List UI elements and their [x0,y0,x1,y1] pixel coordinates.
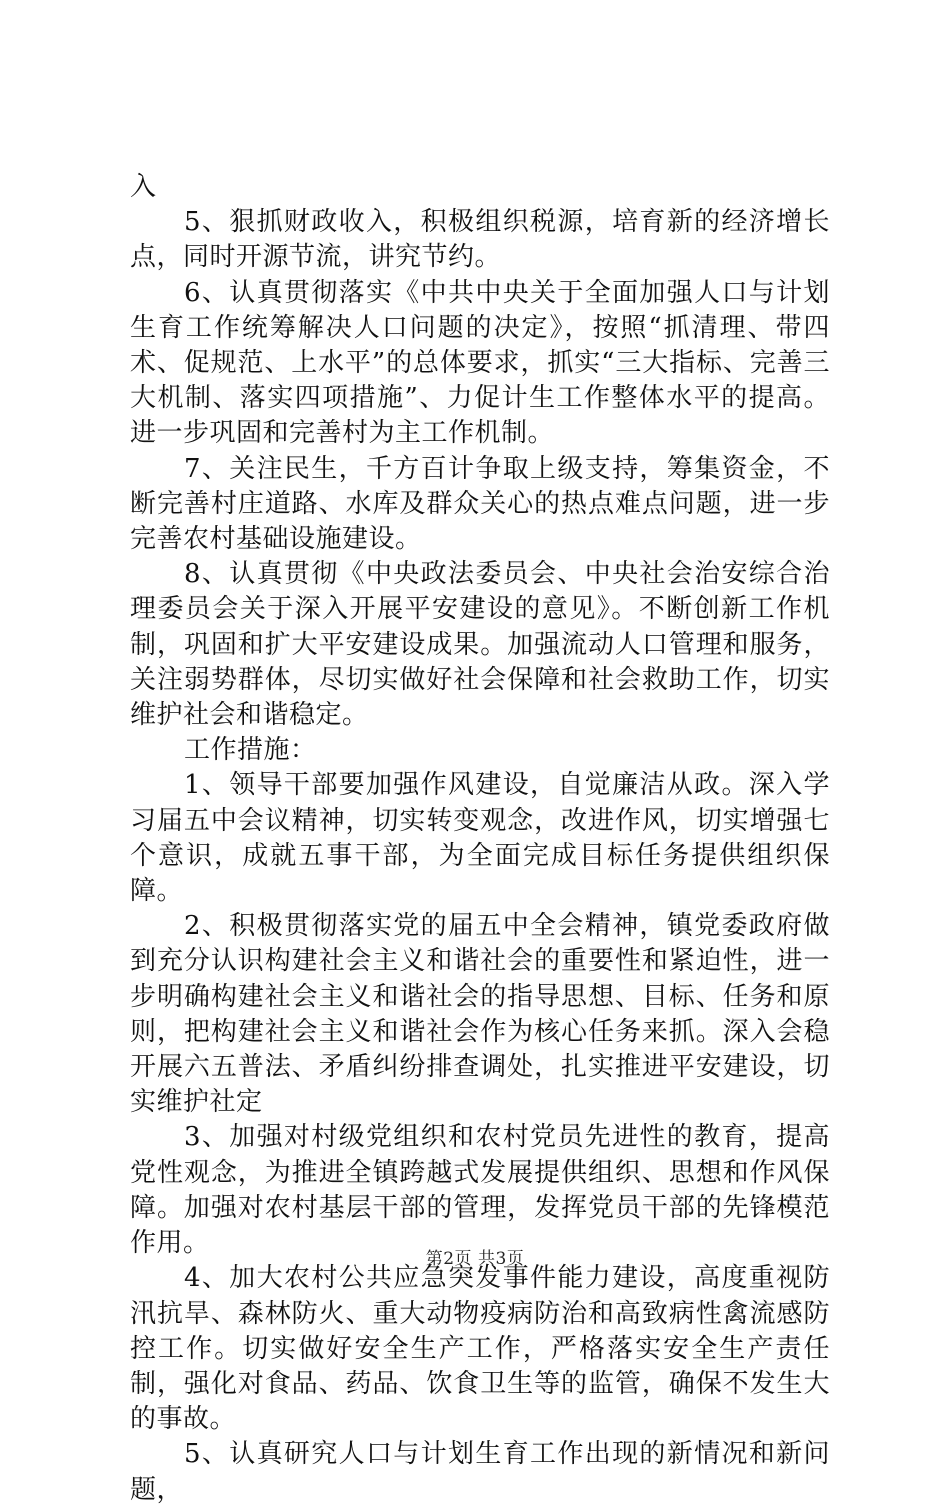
page-footer: 第2页 共3页 [425,1249,525,1269]
paragraph-1: 5、狠抓财政收入，积极组织税源，培育新的经济增长点，同时开源节流，讲究节约。 [130,207,830,273]
paragraph-10: 5、认真研究人口与计划生育工作出现的新情况和新问题， [130,1439,830,1505]
paragraph-8: 3、加强对村级党组织和农村党员先进性的教育，提高党性观念，为推进全镇跨越式发展提供组织、思想和作风保障。加强对农村基层干部的管理，发挥党员干部的先锋模范作用。 [130,1122,830,1259]
paragraph-7: 2、积极贯彻落实党的届五中全会精神，镇党委政府做到充分认识构建社会主义和谐社会的重要性和紧迫性，进一步明确构建社会主义和谐社会的指导思想、目标、任务和原则，把构建社会主义和谐社会作为核心任务来抓。深入会稳开展六五普法、矛盾纠纷排查调处，扎实推进平安建设，切实维护社定 [130,911,830,1118]
paragraph-0: 入 [130,172,157,202]
paragraph-9: 4、加大农村公共应急突发事件能力建设，高度重视防汛抗旱、森林防火、重大动物疫病防治和高致病性禽流感防控工作。切实做好安全生产工作，严格落实安全生产责任制，强化对食品、药品、饮食卫生等的监管，确保不发生大的事故。 [130,1263,830,1435]
document-body [130,170,830,1508]
paragraph-3: 7、关注民生，千方百计争取上级支持，筹集资金，不断完善村庄道路、水库及群众关心的热点难点问题，进一步完善农村基础设施建设。 [130,453,830,555]
section-heading-measures: 工作措施： [184,735,317,766]
paragraph-2: 6、认真贯彻落实《中共中央关于全面加强人口与计划生育工作统筹解决人口问题的决定》，按照“抓清理、带四术、促规范、上水平”的总体要求，抓实“三大指标、完善三大机制、落实四项措施”、力促计生工作整体水平的提高。进一步巩固和完善村为主工作机制。 [130,277,830,449]
paragraph-6: 1、领导干部要加强作风建设，自觉廉洁从政。深入学习届五中会议精神，切实转变观念，改进作风，切实增强七个意识，成就五事干部，为全面完成目标任务提供组织保障。 [130,770,830,907]
paragraph-4: 8、认真贯彻《中央政法委员会、中央社会治安综合治理委员会关于深入开展平安建设的意见》。不断创新工作机制，巩固和扩大平安建设成果。加强流动人口管理和服务，关注弱势群体，尽切实做好社会保障和社会救助工作，切实维护社会和谐稳定。 [130,559,830,731]
